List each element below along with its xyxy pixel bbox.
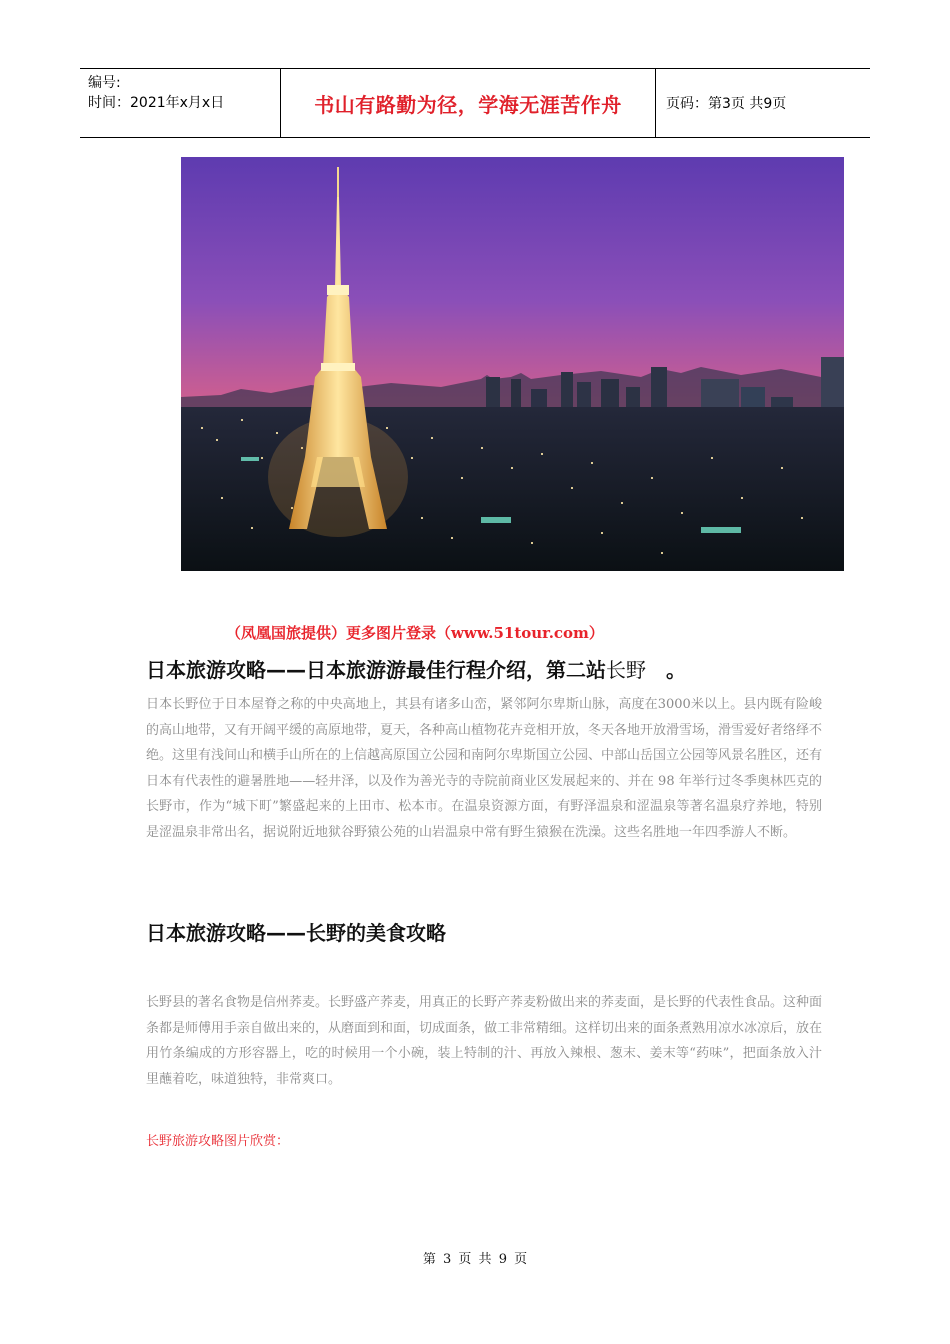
gallery-label: 长野旅游攻略图片欣赏： [146, 1134, 290, 1149]
page-header [80, 68, 870, 138]
page-number-label: 页码：第3页 共9页 [666, 96, 787, 112]
header-meta [80, 69, 280, 137]
tokyo-tower-photo [181, 157, 844, 571]
photo-credit: （凤凰国旅提供）更多图片登录（www.51tour.com） [226, 624, 604, 642]
tokyo-tower-illustration [181, 157, 844, 571]
code-label: 编号: [88, 75, 121, 91]
section1-body: 日本长野位于日本屋脊之称的中央高地上，其县有诸多山峦，紧邻阿尔卑斯山脉，高度在3000米以上。县内既有险峻的高山地带，又有开阔平缓的高原地带，夏天，各种高山植物花卉竞相开放，冬天各地开放滑雪场，滑雪爱好者络绎不绝。这里有浅间山和横手山所在的上信越高原国立公园和南阿尔卑斯国立公园、中部山岳国立公园等风景名胜区，还有日本有代表性的避暑胜地——轻井泽，以及作为善光寺的寺院前商业区发展起来的、并在 98 年举行过冬季奥林匹克的长野市，作为“城下町”繁盛起来的上田市、松本市。在温泉资源方面，有野泽温泉和涩温泉等著名温泉疗养地，特别是涩温泉非常出名，据说附近地狱谷野猿公苑的山岩温泉中常有野生猿猴在洗澡。这些名胜地一年四季游人不断。 [146, 697, 823, 840]
section2-body: 长野县的著名食物是信州荞麦。长野盛产荞麦，用真正的长野产荞麦粉做出来的荞麦面，是长野的代表性食品。这种面条都是师傅用手亲自做出来的，从磨面到和面，切成面条，做工非常精细。这样切出来的面条煮熟用凉水冰凉后，放在用竹条编成的方形容器上，吃的时候用一个小碗，装上特制的汁、再放入辣根、葱末、姜末等“药味”，把面条放入汁里蘸着吃，味道独特，非常爽口。 [146, 995, 823, 1087]
header-motto: 书山有路勤为径，学海无涯苦作舟 [280, 69, 656, 137]
section1-title [146, 654, 686, 683]
page-footer: 第 3 页 共 9 页 [422, 1252, 528, 1267]
section1-title-tail: 。 [646, 658, 686, 682]
section1-title-light: 长野 [606, 658, 646, 682]
time-label: 时间：2021年x月x日 [88, 95, 225, 111]
section1-title-bold: 日本旅游攻略——日本旅游游最佳行程介绍，第二站 [146, 658, 606, 682]
section2-title: 日本旅游攻略——长野的美食攻略 [146, 921, 446, 945]
